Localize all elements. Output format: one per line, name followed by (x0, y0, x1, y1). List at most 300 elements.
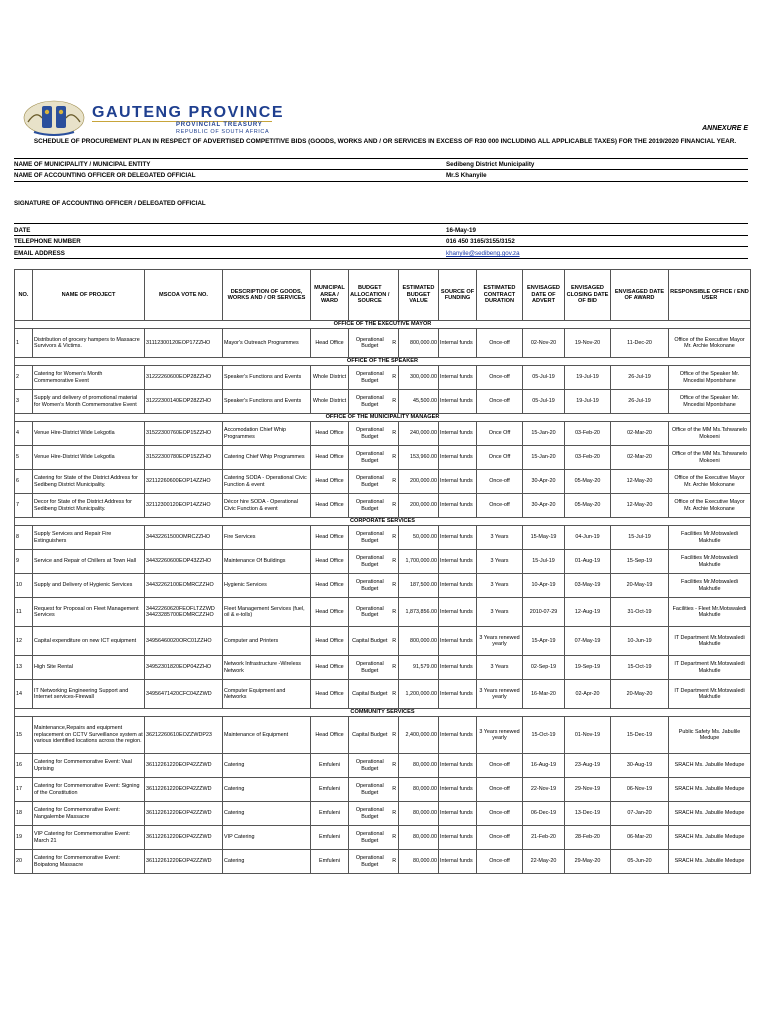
cell-no: 19 (15, 826, 33, 850)
cell-advert: 15-Oct-19 (523, 717, 565, 754)
cell-funding: Internal funds (439, 778, 477, 802)
cell-value: 80,000.00 (399, 754, 439, 778)
cell-funding: Internal funds (439, 422, 477, 446)
cell-closing: 29-May-20 (565, 850, 611, 874)
cell-r: R (391, 627, 399, 656)
divider (14, 258, 748, 259)
cell-award: 20-May-20 (611, 680, 669, 709)
cell-r: R (391, 446, 399, 470)
cell-desc: Mayor's Outreach Programmes (223, 329, 311, 358)
cell-no: 7 (15, 494, 33, 518)
cell-funding: Internal funds (439, 526, 477, 550)
cell-vote: 34956471420CFC04ZZWD (145, 680, 223, 709)
cell-advert: 16-Mar-20 (523, 680, 565, 709)
cell-r: R (391, 656, 399, 680)
cell-desc: Catering Chief Whip Programmes (223, 446, 311, 470)
date-value: 16-May-19 (446, 227, 476, 234)
municipality-label: NAME OF MUNICIPALITY / MUNICIPAL ENTITY (14, 161, 151, 168)
cell-desc: Décor hire SODA - Operational Civic Function & event (223, 494, 311, 518)
cell-duration: Once Off (477, 446, 523, 470)
officer-row (14, 172, 748, 179)
cell-advert: 22-May-20 (523, 850, 565, 874)
cell-closing: 13-Dec-19 (565, 802, 611, 826)
cell-award: 26-Jul-19 (611, 390, 669, 414)
cell-vote: 34432260600EOP43ZZHO (145, 550, 223, 574)
cell-project: Catering for Commemorative Event: Signing of the Constitution (33, 778, 145, 802)
cell-office: IT Department Mr.Motswaledi Makhutle (669, 656, 751, 680)
cell-closing: 01-Aug-19 (565, 550, 611, 574)
cell-office: SRACH Ms. Jabulile Medupe (669, 778, 751, 802)
cell-value: 80,000.00 (399, 850, 439, 874)
cell-no: 16 (15, 754, 33, 778)
cell-award: 30-Aug-19 (611, 754, 669, 778)
officer-value: Mr.S Khanyile (446, 172, 487, 179)
cell-advert: 15-Jul-19 (523, 550, 565, 574)
cell-advert: 15-Jan-20 (523, 422, 565, 446)
cell-duration: 3 Years (477, 656, 523, 680)
table-row (15, 717, 751, 754)
column-header: ENVISAGED DATE OF ADVERT (523, 270, 565, 321)
cell-funding: Internal funds (439, 390, 477, 414)
section-header-row (15, 518, 751, 526)
cell-no: 3 (15, 390, 33, 414)
cell-award: 15-Dec-19 (611, 717, 669, 754)
cell-desc: Computer and Printers (223, 627, 311, 656)
org-sub-country: REPUBLIC OF SOUTH AFRICA (176, 129, 270, 135)
cell-award: 15-Oct-19 (611, 656, 669, 680)
table-row (15, 494, 751, 518)
cell-no: 5 (15, 446, 33, 470)
cell-no: 20 (15, 850, 33, 874)
cell-r: R (391, 526, 399, 550)
cell-value: 80,000.00 (399, 802, 439, 826)
cell-value: 80,000.00 (399, 826, 439, 850)
cell-funding: Internal funds (439, 329, 477, 358)
table-row (15, 446, 751, 470)
phone-row (14, 238, 748, 245)
cell-area: Head Office (311, 656, 349, 680)
cell-project: Venue Hire-District Wide Lekgotla (33, 422, 145, 446)
cell-r: R (391, 550, 399, 574)
date-label: DATE (14, 227, 31, 234)
cell-project: High Site Rental (33, 656, 145, 680)
cell-office: SRACH Ms. Jabulile Medupe (669, 826, 751, 850)
org-sub-treasury: PROVINCIAL TREASURY (176, 122, 263, 128)
cell-duration: Once-off (477, 470, 523, 494)
cell-project: Service and Repair of Chillers at Town Hall (33, 550, 145, 574)
cell-no: 17 (15, 778, 33, 802)
cell-r: R (391, 574, 399, 598)
cell-office: Office of the Speaker Mr. Mncedisi Mpontshane (669, 390, 751, 414)
cell-closing: 07-May-19 (565, 627, 611, 656)
cell-budget: Operational Budget (349, 778, 391, 802)
cell-office: Office of the MM Ms.Tshwanelo Mokoeni (669, 422, 751, 446)
section-label: OFFICE OF THE EXECUTIVE MAYOR (15, 321, 751, 329)
cell-desc: Fire Services (223, 526, 311, 550)
cell-area: Emfuleni (311, 802, 349, 826)
cell-budget: Operational Budget (349, 470, 391, 494)
cell-desc: Maintenance of Equipment (223, 717, 311, 754)
cell-area: Head Office (311, 470, 349, 494)
cell-funding: Internal funds (439, 366, 477, 390)
cell-advert: 05-Jul-19 (523, 366, 565, 390)
cell-advert: 21-Feb-20 (523, 826, 565, 850)
cell-vote: 36212260610EOZZWDP23 (145, 717, 223, 754)
cell-budget: Operational Budget (349, 366, 391, 390)
cell-desc: Catering SODA - Operational Civic Function & event (223, 470, 311, 494)
cell-value: 200,000.00 (399, 494, 439, 518)
cell-award: 02-Mar-20 (611, 446, 669, 470)
cell-desc: Accomodation Chief Whip Programmes (223, 422, 311, 446)
cell-value: 300,000.00 (399, 366, 439, 390)
cell-r: R (391, 826, 399, 850)
email-link[interactable]: khanyile@sedibeng.gov.za (446, 250, 520, 257)
section-header-row (15, 414, 751, 422)
cell-closing: 23-Aug-19 (565, 754, 611, 778)
cell-vote: 31222260600EOP28ZZHO (145, 366, 223, 390)
cell-office: IT Department Mr.Motswaledi Makhutle (669, 627, 751, 656)
cell-desc: VIP Catering (223, 826, 311, 850)
cell-advert: 10-Apr-19 (523, 574, 565, 598)
cell-advert: 22-Nov-19 (523, 778, 565, 802)
cell-value: 1,873,856.00 (399, 598, 439, 627)
column-header: NO. (15, 270, 33, 321)
cell-desc: Speaker's Functions and Events (223, 390, 311, 414)
cell-office: SRACH Ms. Jabulile Medupe (669, 850, 751, 874)
cell-vote: 34956460020ORC01ZZHO (145, 627, 223, 656)
cell-closing: 03-Feb-20 (565, 446, 611, 470)
cell-no: 18 (15, 802, 33, 826)
cell-budget: Operational Budget (349, 446, 391, 470)
cell-closing: 01-Nov-19 (565, 717, 611, 754)
cell-area: Head Office (311, 446, 349, 470)
cell-project: Supply Services and Repair Fire Extinguishers (33, 526, 145, 550)
divider (14, 169, 748, 170)
cell-desc: Computer Equipment and Networks (223, 680, 311, 709)
section-label: COMMUNITY SERVICES (15, 709, 751, 717)
cell-award: 11-Dec-20 (611, 329, 669, 358)
cell-desc: Network Infrastructure -Wireless Network (223, 656, 311, 680)
cell-duration: 3 Years renewed yearly (477, 627, 523, 656)
cell-advert: 05-Jul-19 (523, 390, 565, 414)
cell-closing: 19-Sep-19 (565, 656, 611, 680)
cell-advert: 06-Dec-19 (523, 802, 565, 826)
cell-vote: 34432261500OMRCZZHO (145, 526, 223, 550)
email-label: EMAIL ADDRESS (14, 250, 65, 257)
cell-duration: 3 Years (477, 550, 523, 574)
cell-advert: 30-Apr-20 (523, 470, 565, 494)
column-header: ENVISAGED DATE OF AWARD (611, 270, 669, 321)
cell-r: R (391, 680, 399, 709)
cell-budget: Operational Budget (349, 598, 391, 627)
cell-closing: 02-Apr-20 (565, 680, 611, 709)
cell-value: 91,579.00 (399, 656, 439, 680)
cell-project: Catering for Commemorative Event: Boipatong Massacre (33, 850, 145, 874)
cell-duration: 3 Years renewed yearly (477, 717, 523, 754)
cell-vote: 36112261220EOP42ZZWD (145, 826, 223, 850)
cell-value: 1,700,000.00 (399, 550, 439, 574)
cell-advert: 2010-07-29 (523, 598, 565, 627)
cell-desc: Catering (223, 850, 311, 874)
section-header-row (15, 321, 751, 329)
cell-area: Head Office (311, 550, 349, 574)
cell-closing: 19-Jul-19 (565, 390, 611, 414)
cell-budget: Operational Budget (349, 574, 391, 598)
cell-r: R (391, 329, 399, 358)
table-row (15, 422, 751, 446)
cell-budget: Operational Budget (349, 526, 391, 550)
cell-duration: 3 Years (477, 598, 523, 627)
cell-office: Facilities Mr.Motswaledi Makhutle (669, 574, 751, 598)
cell-desc: Hygienic Services (223, 574, 311, 598)
section-header-row (15, 358, 751, 366)
cell-r: R (391, 717, 399, 754)
date-row (14, 227, 748, 234)
cell-office: Public Safety Ms. Jabulile Medupe (669, 717, 751, 754)
cell-award: 07-Jan-20 (611, 802, 669, 826)
cell-budget: Operational Budget (349, 850, 391, 874)
divider (14, 158, 748, 159)
cell-desc: Speaker's Functions and Events (223, 366, 311, 390)
cell-closing: 12-Aug-19 (565, 598, 611, 627)
municipality-row (14, 161, 748, 168)
cell-r: R (391, 366, 399, 390)
cell-award: 20-May-19 (611, 574, 669, 598)
cell-desc: Maintenance Of Buildings (223, 550, 311, 574)
cell-vote: 31222300140EOP28ZZHO (145, 390, 223, 414)
signature-label: SIGNATURE OF ACCOUNTING OFFICER / DELEGATED OFFICIAL (14, 200, 206, 207)
cell-project: Distribution of grocery hampers to Massacre Survivors & Victims. (33, 329, 145, 358)
cell-project: Supply and delivery of promotional material for Women's Month Commemorative Event (33, 390, 145, 414)
cell-area: Head Office (311, 494, 349, 518)
cell-office: IT Department Mr.Motswaledi Makhutle (669, 680, 751, 709)
cell-office: SRACH Ms. Jabulile Medupe (669, 754, 751, 778)
cell-value: 1,200,000.00 (399, 680, 439, 709)
section-label: OFFICE OF THE MUNICIPALITY MANAGER (15, 414, 751, 422)
cell-project: Catering for Women's Month Commemorative Event (33, 366, 145, 390)
table-row (15, 778, 751, 802)
cell-closing: 05-May-20 (565, 470, 611, 494)
cell-no: 13 (15, 656, 33, 680)
cell-advert: 30-Apr-20 (523, 494, 565, 518)
gauteng-crest-icon (22, 98, 86, 138)
table-row (15, 390, 751, 414)
cell-budget: Operational Budget (349, 329, 391, 358)
cell-budget: Capital Budget (349, 680, 391, 709)
cell-advert: 02-Sep-19 (523, 656, 565, 680)
cell-area: Whole District (311, 390, 349, 414)
phone-label: TELEPHONE NUMBER (14, 238, 81, 245)
cell-advert: 15-May-19 (523, 526, 565, 550)
cell-budget: Operational Budget (349, 550, 391, 574)
cell-no: 11 (15, 598, 33, 627)
cell-duration: 3 Years (477, 526, 523, 550)
cell-project: Catering for Commemorative Event: Nangalembe Massacre (33, 802, 145, 826)
cell-r: R (391, 598, 399, 627)
cell-area: Head Office (311, 627, 349, 656)
cell-closing: 19-Jul-19 (565, 366, 611, 390)
cell-r: R (391, 802, 399, 826)
table-row (15, 329, 751, 358)
cell-vote: 31112300120EOP17ZZHO (145, 329, 223, 358)
cell-no: 9 (15, 550, 33, 574)
cell-duration: Once-off (477, 778, 523, 802)
cell-vote: 31522300760EOP15ZZHO (145, 422, 223, 446)
cell-duration: Once-off (477, 850, 523, 874)
cell-area: Emfuleni (311, 754, 349, 778)
cell-closing: 03-May-19 (565, 574, 611, 598)
section-label: OFFICE OF THE SPEAKER (15, 358, 751, 366)
cell-area: Head Office (311, 526, 349, 550)
cell-closing: 04-Jun-19 (565, 526, 611, 550)
cell-r: R (391, 470, 399, 494)
cell-value: 50,000.00 (399, 526, 439, 550)
column-header (391, 270, 399, 321)
cell-office: SRACH Ms. Jabulile Medupe (669, 802, 751, 826)
phone-value: 016 450 3165/3155/3152 (446, 238, 515, 245)
cell-area: Head Office (311, 329, 349, 358)
cell-area: Emfuleni (311, 850, 349, 874)
cell-no: 10 (15, 574, 33, 598)
cell-budget: Capital Budget (349, 717, 391, 754)
cell-advert: 02-Nov-20 (523, 329, 565, 358)
cell-budget: Operational Budget (349, 826, 391, 850)
cell-no: 12 (15, 627, 33, 656)
cell-project: Catering for Commemorative Event: Vaal Uprising (33, 754, 145, 778)
table-row (15, 574, 751, 598)
cell-office: Facilities Mr.Motswaledi Makhutle (669, 550, 751, 574)
cell-vote: 32112300120EOP14ZZHO (145, 494, 223, 518)
cell-award: 06-Nov-19 (611, 778, 669, 802)
divider (14, 181, 748, 182)
cell-area: Emfuleni (311, 826, 349, 850)
cell-vote: 36112261220EOP42ZZWD (145, 850, 223, 874)
table-row (15, 754, 751, 778)
cell-funding: Internal funds (439, 446, 477, 470)
cell-project: Capital expenditure on new ICT equipment (33, 627, 145, 656)
table-row (15, 627, 751, 656)
divider (14, 246, 748, 247)
cell-funding: Internal funds (439, 850, 477, 874)
table-row (15, 802, 751, 826)
cell-no: 8 (15, 526, 33, 550)
municipality-value: Sedibeng District Municipality (446, 161, 535, 168)
cell-office: Office of the Speaker Mr. Mncedisi Mpontshane (669, 366, 751, 390)
cell-award: 15-Jul-19 (611, 526, 669, 550)
cell-award: 12-May-20 (611, 494, 669, 518)
table-row (15, 598, 751, 627)
cell-value: 800,000.00 (399, 329, 439, 358)
table-row (15, 656, 751, 680)
cell-vote: 36112261220EOP42ZZWD (145, 754, 223, 778)
cell-budget: Operational Budget (349, 390, 391, 414)
cell-value: 187,500.00 (399, 574, 439, 598)
cell-r: R (391, 390, 399, 414)
cell-office: Office of the Executive Mayor Mr. Archie Mokonane (669, 494, 751, 518)
cell-office: Office of the MM Ms.Tshwanelo Mokoeni (669, 446, 751, 470)
cell-funding: Internal funds (439, 627, 477, 656)
cell-budget: Operational Budget (349, 494, 391, 518)
cell-r: R (391, 778, 399, 802)
signature-row (14, 200, 748, 207)
cell-closing: 05-May-20 (565, 494, 611, 518)
column-header: DESCRIPTION OF GOODS, WORKS AND / OR SERVICES (223, 270, 311, 321)
cell-advert: 15-Apr-19 (523, 627, 565, 656)
cell-budget: Operational Budget (349, 802, 391, 826)
cell-project: Maintenance,Repairs and equipment replacement on CCTV Surveillance system at various identified locations across the region. (33, 717, 145, 754)
cell-funding: Internal funds (439, 656, 477, 680)
cell-vote: 36112261220EOP42ZZWD (145, 778, 223, 802)
column-header: MUNICIPAL AREA / WARD (311, 270, 349, 321)
cell-funding: Internal funds (439, 598, 477, 627)
cell-area: Emfuleni (311, 778, 349, 802)
cell-value: 240,000.00 (399, 422, 439, 446)
table-row (15, 850, 751, 874)
cell-value: 800,000.00 (399, 627, 439, 656)
cell-duration: 3 Years (477, 574, 523, 598)
table-row (15, 470, 751, 494)
cell-no: 2 (15, 366, 33, 390)
email-row (14, 250, 748, 257)
column-header: BUDGET ALLOCATION / SOURCE (349, 270, 391, 321)
column-header: SOURCE OF FUNDING (439, 270, 477, 321)
column-header: ENVISAGED CLOSING DATE OF BID (565, 270, 611, 321)
column-header: MSCOA VOTE NO. (145, 270, 223, 321)
cell-duration: Once-off (477, 390, 523, 414)
cell-duration: Once-off (477, 494, 523, 518)
cell-funding: Internal funds (439, 826, 477, 850)
cell-office: Facilities - Fleet Mr.Motswaledi Makhutle (669, 598, 751, 627)
table-row (15, 826, 751, 850)
cell-closing: 19-Nov-20 (565, 329, 611, 358)
cell-vote: 32112260600EOP14ZZHO (145, 470, 223, 494)
cell-value: 45,500.00 (399, 390, 439, 414)
cell-award: 02-Mar-20 (611, 422, 669, 446)
cell-award: 05-Jun-20 (611, 850, 669, 874)
cell-funding: Internal funds (439, 550, 477, 574)
column-header: RESPONSIBLE OFFICE / END USER (669, 270, 751, 321)
table-header-row (15, 270, 751, 321)
cell-budget: Capital Budget (349, 627, 391, 656)
cell-closing: 29-Nov-19 (565, 778, 611, 802)
cell-award: 10-Jun-19 (611, 627, 669, 656)
cell-budget: Operational Budget (349, 422, 391, 446)
cell-project: VIP Catering for Commemorative Event: March 21 (33, 826, 145, 850)
cell-funding: Internal funds (439, 574, 477, 598)
cell-area: Head Office (311, 680, 349, 709)
cell-duration: Once-off (477, 826, 523, 850)
cell-duration: Once-off (477, 802, 523, 826)
cell-office: Facilities Mr.Motswaledi Makhutle (669, 526, 751, 550)
cell-desc: Fleet Management Services (fuel, oil & e-tolls) (223, 598, 311, 627)
cell-desc: Catering (223, 802, 311, 826)
cell-project: Supply and Delivery of Hygienic Services (33, 574, 145, 598)
cell-area: Head Office (311, 717, 349, 754)
cell-duration: Once-off (477, 366, 523, 390)
cell-value: 200,000.00 (399, 470, 439, 494)
cell-closing: 03-Feb-20 (565, 422, 611, 446)
org-name: GAUTENG PROVINCE (92, 104, 285, 121)
cell-no: 6 (15, 470, 33, 494)
cell-duration: Once Off (477, 422, 523, 446)
procurement-table (14, 269, 751, 874)
cell-funding: Internal funds (439, 494, 477, 518)
cell-project: IT Networking Engineering Support and Internet services-Firewall (33, 680, 145, 709)
cell-project: Decor for State of the District Address for Sedibeng District Municipality. (33, 494, 145, 518)
cell-closing: 28-Feb-20 (565, 826, 611, 850)
cell-r: R (391, 422, 399, 446)
cell-desc: Catering (223, 754, 311, 778)
